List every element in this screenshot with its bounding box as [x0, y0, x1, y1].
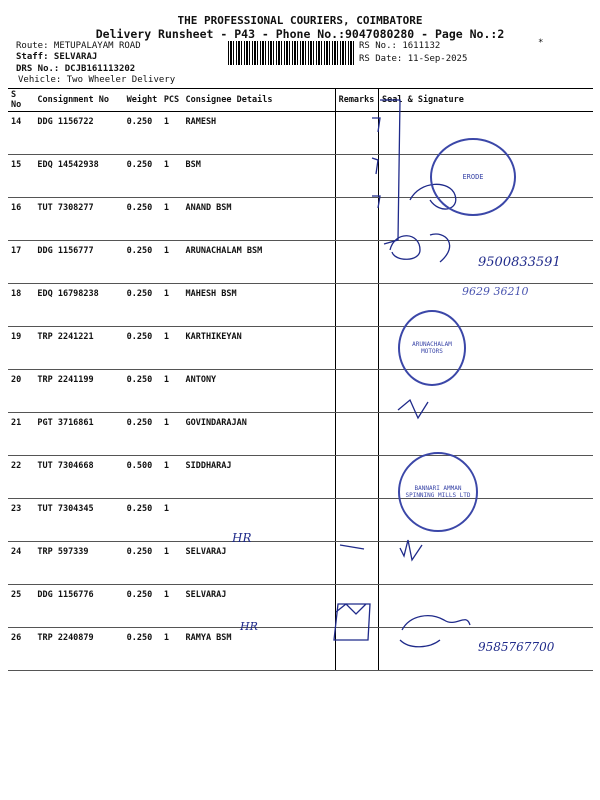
col-consignee: Consignee Details	[182, 89, 335, 112]
cell-consignee: MAHESH BSM	[182, 284, 335, 327]
cell-sno: 16	[8, 198, 34, 241]
star-mark: *	[538, 38, 544, 48]
cell-pcs: 1	[161, 155, 183, 198]
col-weight: Weight	[124, 89, 161, 112]
cell-weight: 0.250	[124, 499, 161, 542]
cell-consignee: ANAND BSM	[182, 198, 335, 241]
cell-weight: 0.250	[124, 327, 161, 370]
cell-consignment: TRP 2241199	[34, 370, 123, 413]
cell-consignee: GOVINDARAJAN	[182, 413, 335, 456]
drs-label: DRS No.: DCJB161113202	[16, 64, 136, 74]
cell-weight: 0.250	[124, 542, 161, 585]
cell-consignee: SELVARAJ	[182, 585, 335, 628]
col-consignment: Consignment No	[34, 89, 123, 112]
remark-mark-24	[340, 545, 364, 549]
cell-pcs: 1	[161, 499, 183, 542]
cell-sno: 23	[8, 499, 34, 542]
company-title: THE PROFESSIONAL COURIERS, COIMBATORE	[177, 14, 423, 27]
col-seal: Seal & Signature	[379, 89, 594, 112]
stamp-arunachalam: ARUNACHALAM MOTORS	[398, 310, 466, 386]
cell-consignment: TRP 597339	[34, 542, 123, 585]
cell-pcs: 1	[161, 542, 183, 585]
cell-consignment: PGT 3716861	[34, 413, 123, 456]
signature-26	[400, 616, 470, 647]
rs-no-label: RS No.: 1611132	[359, 41, 441, 51]
handwritten-phone-3: 9585767700	[478, 640, 555, 654]
cell-consignee: SELVARAJ	[182, 542, 335, 585]
handwritten-initials-26: HR	[240, 620, 258, 633]
staff-label: Staff: SELVARAJ	[16, 52, 98, 62]
cell-weight: 0.250	[124, 155, 161, 198]
cell-consignment: EDQ 14542938	[34, 155, 123, 198]
cell-consignment: TRP 2240879	[34, 628, 123, 671]
cell-sno: 20	[8, 370, 34, 413]
cell-pcs: 1	[161, 456, 183, 499]
handwritten-phone-2: 9629 36210	[462, 285, 529, 298]
cell-weight: 0.250	[124, 241, 161, 284]
signature-24	[400, 540, 422, 560]
cell-consignee: KARTHIKEYAN	[182, 327, 335, 370]
handwritten-phone-1: 9500833591	[478, 255, 561, 270]
cell-weight: 0.250	[124, 628, 161, 671]
cell-sno: 26	[8, 628, 34, 671]
stamp-erode: ERODE	[430, 138, 516, 216]
cell-consignment: EDQ 16798238	[34, 284, 123, 327]
cell-sno: 18	[8, 284, 34, 327]
cell-sno: 19	[8, 327, 34, 370]
cell-consignment: TRP 2241221	[34, 327, 123, 370]
cell-weight: 0.250	[124, 112, 161, 155]
cell-pcs: 1	[161, 327, 183, 370]
cell-weight: 0.250	[124, 370, 161, 413]
cell-consignment: DDG 1156777	[34, 241, 123, 284]
cell-pcs: 1	[161, 370, 183, 413]
cell-weight: 0.250	[124, 413, 161, 456]
cell-consignee: RAMYA BSM	[182, 628, 335, 671]
col-pcs: PCS	[161, 89, 183, 112]
vehicle-label: Vehicle: Two Wheeler Delivery	[18, 75, 176, 85]
cell-pcs: 1	[161, 413, 183, 456]
cell-sno: 14	[8, 112, 34, 155]
runsheet-title: Delivery Runsheet - P43 - Phone No.:9047080280 - Page No.:2	[95, 27, 505, 41]
remarks-scribble	[372, 100, 400, 244]
cell-sno: 24	[8, 542, 34, 585]
cell-pcs: 1	[161, 628, 183, 671]
col-sno: S No	[8, 89, 34, 112]
rs-date-label: RS Date: 11-Sep-2025	[359, 54, 468, 64]
cell-pcs: 1	[161, 112, 183, 155]
cell-sno: 22	[8, 456, 34, 499]
cell-sno: 21	[8, 413, 34, 456]
cell-sno: 15	[8, 155, 34, 198]
cell-consignee: BSM	[182, 155, 335, 198]
cell-consignment: TUT 7308277	[34, 198, 123, 241]
handwritten-initials-24: HR	[232, 531, 252, 545]
cell-sno: 25	[8, 585, 34, 628]
signature-17	[390, 234, 450, 262]
remarks-scribble-26	[334, 604, 370, 640]
col-remarks: Remarks	[335, 89, 378, 112]
cell-consignee: SIDDHARAJ	[182, 456, 335, 499]
cell-pcs: 1	[161, 241, 183, 284]
cell-weight: 0.250	[124, 198, 161, 241]
stamp-bannari: BANNARI AMMAN SPINNING MILLS LTD	[398, 452, 478, 532]
cell-consignee: RAMESH	[182, 112, 335, 155]
cell-consignment: TUT 7304668	[34, 456, 123, 499]
cell-weight: 0.250	[124, 284, 161, 327]
cell-pcs: 1	[161, 585, 183, 628]
cell-consignment: DDG 1156776	[34, 585, 123, 628]
cell-consignment: DDG 1156722	[34, 112, 123, 155]
cell-consignment: TUT 7304345	[34, 499, 123, 542]
cell-consignee: ARUNACHALAM BSM	[182, 241, 335, 284]
cell-pcs: 1	[161, 198, 183, 241]
cell-consignee: ANTONY	[182, 370, 335, 413]
cell-weight: 0.500	[124, 456, 161, 499]
cell-weight: 0.250	[124, 585, 161, 628]
cell-pcs: 1	[161, 284, 183, 327]
cell-sno: 17	[8, 241, 34, 284]
route-label: Route: METUPALAYAM ROAD	[16, 41, 141, 51]
signature-21	[398, 400, 428, 418]
